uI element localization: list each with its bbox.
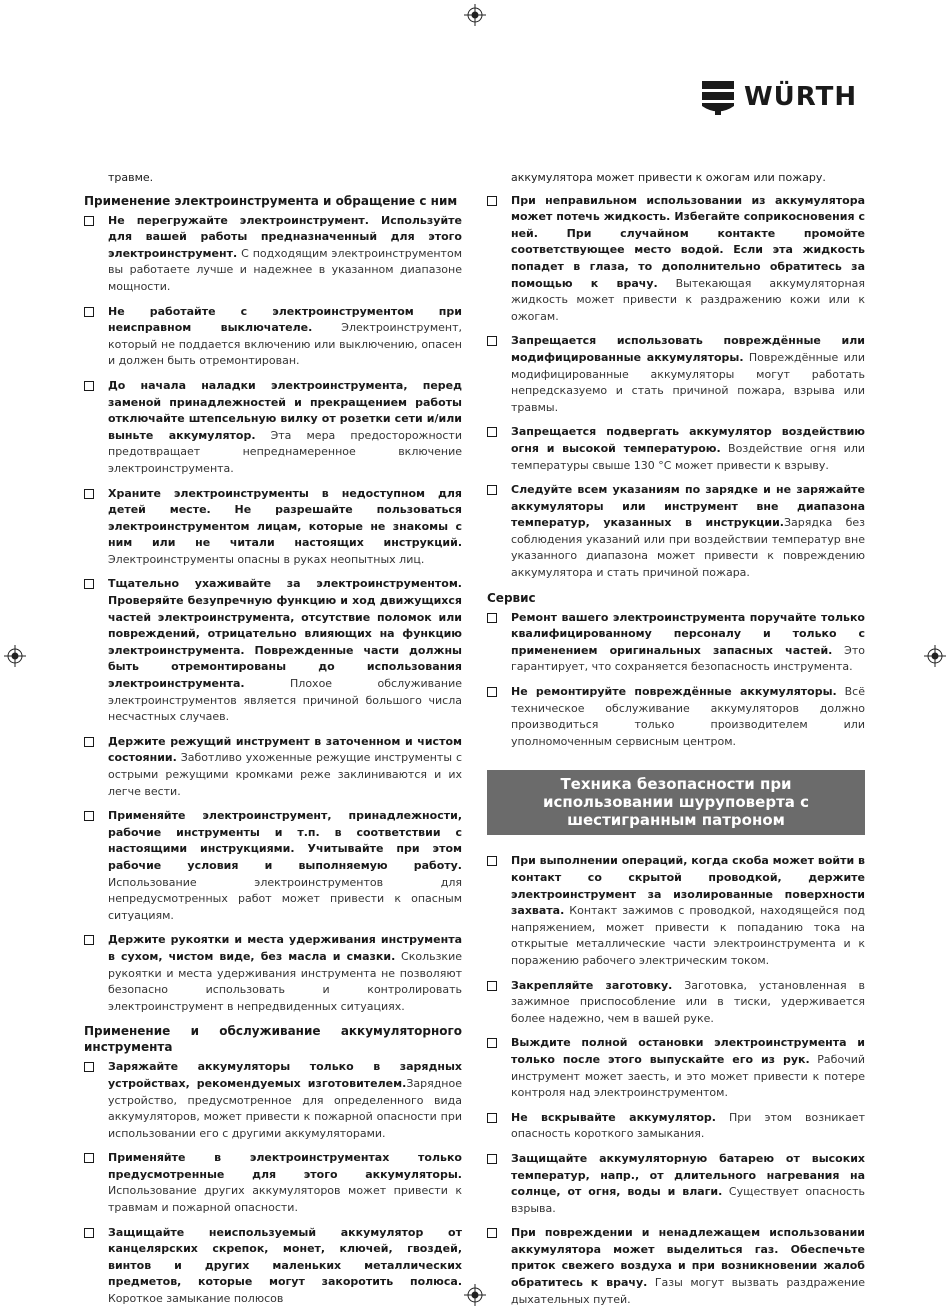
checkbox-square-icon bbox=[487, 1038, 497, 1048]
continuation-text: травме. bbox=[108, 171, 154, 184]
item-bold-text: Выждите полной остановки электроинструмента и только после этого выпускайте его из рук. bbox=[511, 1036, 865, 1066]
list-item bbox=[487, 684, 865, 750]
list-item bbox=[84, 486, 462, 569]
list-item bbox=[487, 1151, 865, 1217]
item-bold-text: Не перегружайте электроинструмент. Используйте для вашей работы предназначенный для этого электроинструмент. bbox=[108, 213, 462, 260]
item-bold-text: Храните электроинструменты в недоступном для детей месте. Не разрешайте пользоваться электроинструментом лицам, которые не знакомы с ним или не читали настоящих инструкций. bbox=[108, 486, 462, 550]
item-normal-text: Рабочий инструмент может заесть, и это может привести к потере контроля над электроинструментом. bbox=[511, 1052, 865, 1100]
checkbox-square-icon bbox=[487, 981, 497, 991]
list-item bbox=[84, 1059, 462, 1142]
list-item bbox=[487, 1225, 865, 1308]
item-bold-text: Не вскрывайте аккумулятор. bbox=[511, 1110, 716, 1124]
list-item bbox=[84, 378, 462, 478]
item-normal-text: Существует опасность взрыва. bbox=[511, 1185, 865, 1215]
item-normal-text: Использование электроинструментов для непредусмотренных работ может привести к опасным ситуациям. bbox=[108, 875, 462, 922]
item-bold-text: До начала наладки электроинструмента, перед заменой принадлежностей и прекращением работы отключайте штепсельную вилку от розетки сети и/или выньте аккумулятор. bbox=[108, 378, 462, 442]
section-items bbox=[84, 1059, 462, 1307]
list-item bbox=[84, 1150, 462, 1216]
item-bold-text: Применяйте электроинструмент, принадлежности, рабочие инструменты и т.п. в соответствии с настоящими инструкциями. Учитывайте при этом рабочие условия и выполняемую работу. bbox=[108, 809, 462, 872]
checkbox-square-icon bbox=[84, 307, 94, 317]
item-normal-text: Короткое замыкание полюсов bbox=[108, 1292, 284, 1306]
item-bold-text: Ремонт вашего электроинструмента поручайте только квалифицированному персоналу и только с применением оригинальных запасных частей. bbox=[511, 610, 865, 657]
list-item bbox=[84, 1225, 462, 1308]
item-bold-text: Тщательно ухаживайте за электроинструментом. Проверяйте безупречную функцию и ход движущихся частей электроинструмента, отсутствие поломок или повреждений, отрицательно влияющих на функцию электроинструмента. Поврежденные части должны быть отремонтированы до использования электроинструмента. bbox=[108, 577, 462, 691]
item-normal-text: Скользкие рукоятки и места удерживания инструмента не позволяют безопасно использовать и контролировать электроинструмент в непредвиденных ситуациях. bbox=[108, 949, 462, 1013]
list-item bbox=[84, 576, 462, 725]
checkbox-square-icon bbox=[487, 856, 497, 866]
checkbox-square-icon bbox=[84, 579, 94, 589]
item-normal-text: Эта мера предосторожности предотвращает непреднамеренное включение электроинструмента. bbox=[108, 428, 462, 475]
left-column bbox=[84, 170, 462, 1316]
list-item bbox=[487, 333, 865, 416]
checkbox-square-icon bbox=[84, 811, 94, 821]
checkbox-square-icon bbox=[487, 427, 497, 437]
wurth-logo bbox=[700, 79, 870, 115]
registration-mark-top-icon bbox=[464, 4, 486, 26]
checkbox-square-icon bbox=[84, 935, 94, 945]
item-bold-text: Защищайте аккумуляторную батарею от высоких температур, напр., от длительного нагревания на солнце, от огня, воды и влаги. bbox=[511, 1151, 865, 1199]
registration-mark-right-icon bbox=[924, 645, 946, 667]
checkbox-square-icon bbox=[84, 1228, 94, 1238]
item-normal-text: Заботливо ухоженные режущие инструменты с острыми режущими кромками реже заклиниваются и их легче вести. bbox=[108, 751, 462, 798]
checkbox-square-icon bbox=[487, 485, 497, 495]
list-item bbox=[487, 482, 865, 582]
item-bold-text: Следуйте всем указаниям по зарядке и не заряжайте аккумуляторы или инструмент вне диапазона температур, указанных в инструкции. bbox=[511, 483, 865, 530]
item-normal-text: При этом возникает опасность короткого замыкания. bbox=[511, 1110, 865, 1141]
section-title: Применение электроинструмента и обращение с ним bbox=[84, 193, 458, 208]
checkbox-square-icon bbox=[84, 216, 94, 226]
list-item bbox=[84, 734, 462, 800]
item-bold-text: Защищайте неиспользуемый аккумулятор от канцелярских скрепок, монет, ключей, гвоздей, винтов и других маленьких металлических предметов, которые могут закоротить полюса. bbox=[108, 1225, 462, 1289]
item-bold-text: Заряжайте аккумуляторы только в зарядных устройствах, рекомендуемых изготовителем. bbox=[108, 1060, 462, 1090]
item-normal-text: С подходящим электроинструментом вы работаете лучше и надежнее в указанном диапазоне мощности. bbox=[108, 246, 462, 293]
checkbox-square-icon bbox=[487, 687, 497, 697]
checkbox-square-icon bbox=[84, 1153, 94, 1163]
section-items bbox=[487, 193, 865, 582]
item-normal-text: Плохое обслуживание электроинструментов является причиной большого числа несчастных случаев. bbox=[108, 677, 462, 724]
list-item bbox=[84, 213, 462, 296]
item-bold-text: Запрещается использовать повреждённые или модифицированные аккумуляторы. bbox=[511, 334, 865, 364]
section-title: Применение и обслуживание аккумуляторного инструмента bbox=[84, 1024, 462, 1055]
list-item bbox=[487, 193, 865, 326]
checkbox-square-icon bbox=[487, 1228, 497, 1238]
item-bold-text: Держите режущий инструмент в заточенном и чистом состоянии. bbox=[108, 734, 462, 765]
item-bold-text: Не ремонтируйте повреждённые аккумуляторы. bbox=[511, 685, 837, 699]
item-normal-text: Воздействие огня или температуры свыше 130 °C может привести к взрыву. bbox=[511, 441, 865, 472]
list-item bbox=[487, 978, 865, 1028]
checkbox-square-icon bbox=[487, 196, 497, 206]
checkbox-square-icon bbox=[84, 737, 94, 747]
checkbox-square-icon bbox=[487, 1113, 497, 1123]
item-normal-text: Зарядка без соблюдения указаний или при воздействии температур вне указанного диапазона может привести к повреждению аккумулятора и стать причиной пожара. bbox=[511, 516, 866, 580]
item-normal-text: Это гарантирует, что сохраняется безопасность инструмента. bbox=[511, 643, 865, 674]
checkbox-square-icon bbox=[487, 1154, 497, 1164]
item-normal-text: Электроинструменты опасны в руках неопытных лиц. bbox=[108, 552, 425, 566]
section-items bbox=[487, 853, 865, 1308]
item-normal-text: Повреждённые или модифицированные аккумуляторы могут работать непредсказуемо и стать причиной пожара, взрыва или травмы. bbox=[511, 350, 865, 414]
item-bold-text: При неправильном использовании из аккумулятора может потечь жидкость. Избегайте соприкосновения с ней. При случайном контакте промойте соответствующее место водой. Если эта жидкость попадет в глаза, то дополнительно обратитесь за помощью к врачу. bbox=[511, 193, 865, 290]
list-item bbox=[487, 1110, 865, 1143]
continuation-text: аккумулятора может привести к ожогам или пожару. bbox=[511, 171, 826, 184]
list-item bbox=[84, 808, 462, 924]
wurth-emblem-icon bbox=[700, 79, 736, 115]
item-normal-text: Использование других аккумуляторов может привести к травмам и пожарной опасности. bbox=[108, 1184, 462, 1215]
section-items bbox=[84, 213, 462, 1016]
item-bold-text: Держите рукоятки и места удерживания инструмента в сухом, чистом виде, без масла и смазки. bbox=[108, 933, 462, 963]
item-normal-text: Заготовка, установленная в зажимное приспособление или в тиски, удерживается более надежно, чем в вашей руке. bbox=[511, 978, 865, 1025]
right-column bbox=[487, 170, 865, 1316]
registration-mark-left-icon bbox=[4, 645, 26, 667]
item-bold-text: При повреждении и ненадлежащем использовании аккумулятора может выделиться газ. Обеспечьте приток свежего воздуха и при возникновении жалоб обратитесь к врачу. bbox=[511, 1226, 865, 1290]
item-normal-text: Электроинструмент, который не поддается включению или выключению, опасен и должен быть отремонтирован. bbox=[108, 321, 462, 368]
item-normal-text: Вытекающая аккумуляторная жидкость может привести к раздражению кожи или к ожогам. bbox=[511, 276, 865, 323]
item-normal-text: Газы могут вызвать раздражение дыхательных путей. bbox=[511, 1276, 866, 1306]
item-bold-text: Применяйте в электроинструментах только предусмотренные для этого аккумуляторы. bbox=[108, 1151, 462, 1181]
list-item bbox=[487, 853, 865, 969]
checkbox-square-icon bbox=[84, 489, 94, 499]
checkbox-square-icon bbox=[487, 613, 497, 623]
checkbox-square-icon bbox=[84, 381, 94, 391]
section-items bbox=[487, 610, 865, 751]
list-item bbox=[487, 424, 865, 474]
section-title: Сервис bbox=[487, 590, 536, 605]
registration-mark-bottom-icon bbox=[464, 1284, 486, 1306]
item-normal-text: Зарядное устройство, предусмотренное для определенного вида аккумуляторов, может привести к пожарной опасности при использовании его с другими аккумуляторами. bbox=[108, 1076, 462, 1140]
list-item bbox=[487, 1035, 865, 1101]
list-item bbox=[487, 610, 865, 676]
brand-name: WÜRTH bbox=[744, 82, 858, 112]
item-normal-text: Контакт зажимов с проводкой, находящейся под напряжением, может привести к попаданию тока на открытые металлические части электроинструмента и к поражению рабочего электрическим током. bbox=[511, 904, 865, 967]
list-item bbox=[84, 932, 462, 1015]
item-bold-text: Закрепляйте заготовку. bbox=[511, 978, 673, 992]
section-banner: Техника безопасности при использовании шуруповерта с шестигранным патроном bbox=[487, 770, 865, 835]
item-bold-text: Запрещается подвергать аккумулятор воздействию огня и высокой температурою. bbox=[511, 425, 865, 455]
item-normal-text: Всё техническое обслуживание аккумуляторов должно производиться только производителем или уполномоченным сервисным центром. bbox=[511, 685, 865, 748]
item-bold-text: При выполнении операций, когда скоба может войти в контакт со скрытой проводкой, держите электроинструмент за изолированные поверхности захвата. bbox=[511, 854, 865, 918]
item-bold-text: Не работайте с электроинструментом при неисправном выключателе. bbox=[108, 304, 462, 335]
checkbox-square-icon bbox=[84, 1062, 94, 1072]
checkbox-square-icon bbox=[487, 336, 497, 346]
list-item bbox=[84, 304, 462, 370]
